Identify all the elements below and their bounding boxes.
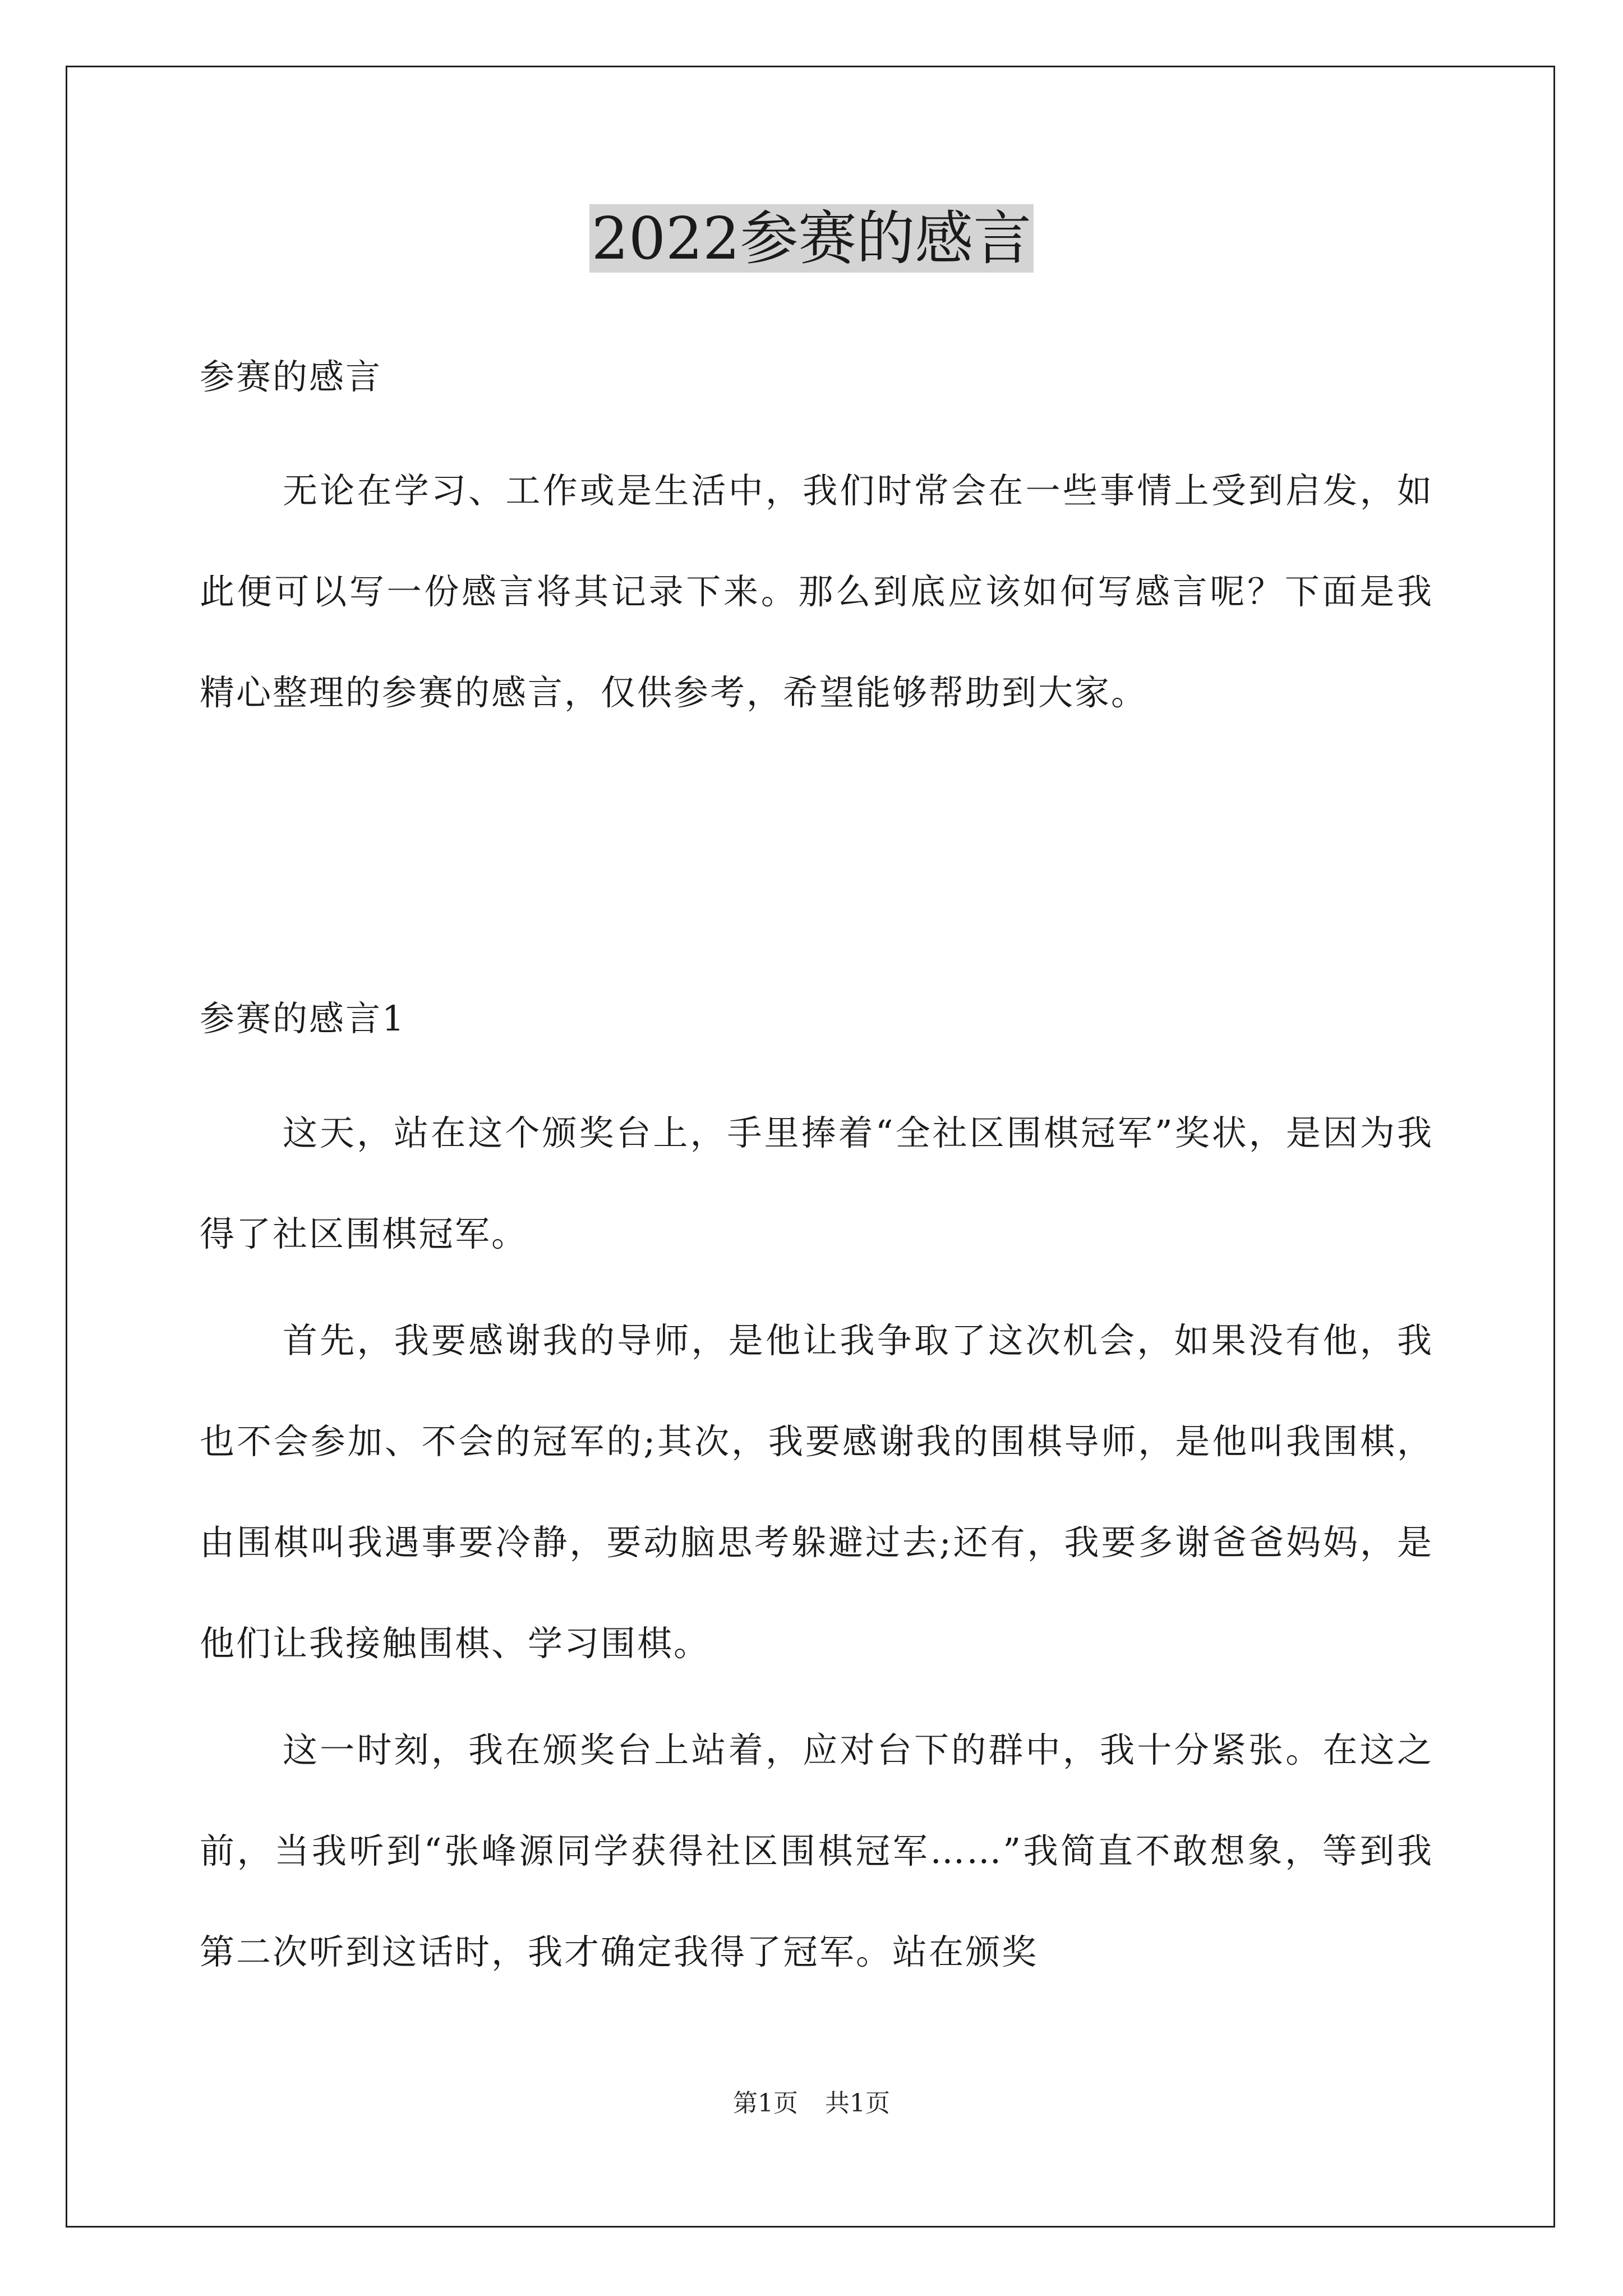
intro-heading: 参赛的感言 — [200, 356, 382, 397]
section-1-heading: 参赛的感言1 — [200, 998, 406, 1039]
section-1-paragraph-3: 这一时刻，我在颁奖台上站着，应对台下的群中，我十分紧张。在这之前，当我听到“张峰源同学获得社区围棋冠军……”我简直不敢想象，等到我第二次听到这话时，我才确定我得了冠军。站在颁奖 — [200, 1729, 1433, 1972]
page-footer — [0, 2087, 1623, 2120]
document-title-text: 2022参赛的感言 — [589, 204, 1034, 273]
section-1-paragraph-2: 首先，我要感谢我的导师，是他让我争取了这次机会，如果没有他，我也不会参加、不会的冠军的;其次，我要感谢我的围棋导师，是他叫我围棋，由围棋叫我遇事要冷静，要动脑思考躲避过去;还有，我要多谢爸爸妈妈，是他们让我接触围棋、学习围棋。 — [200, 1320, 1433, 1664]
document-title — [0, 199, 1623, 278]
intro-paragraph: 无论在学习、工作或是生活中，我们时常会在一些事情上受到启发，如此便可以写一份感言将其记录下来。那么到底应该如何写感言呢？下面是我精心整理的参赛的感言，仅供参考，希望能够帮助到大家。 — [200, 470, 1433, 713]
page-number-current: 第1页 — [733, 2089, 798, 2118]
page-number-total: 共1页 — [825, 2089, 890, 2118]
section-1-paragraph-1: 这天，站在这个颁奖台上，手里捧着“全社区围棋冠军”奖状，是因为我得了社区围棋冠军。 — [200, 1112, 1433, 1254]
